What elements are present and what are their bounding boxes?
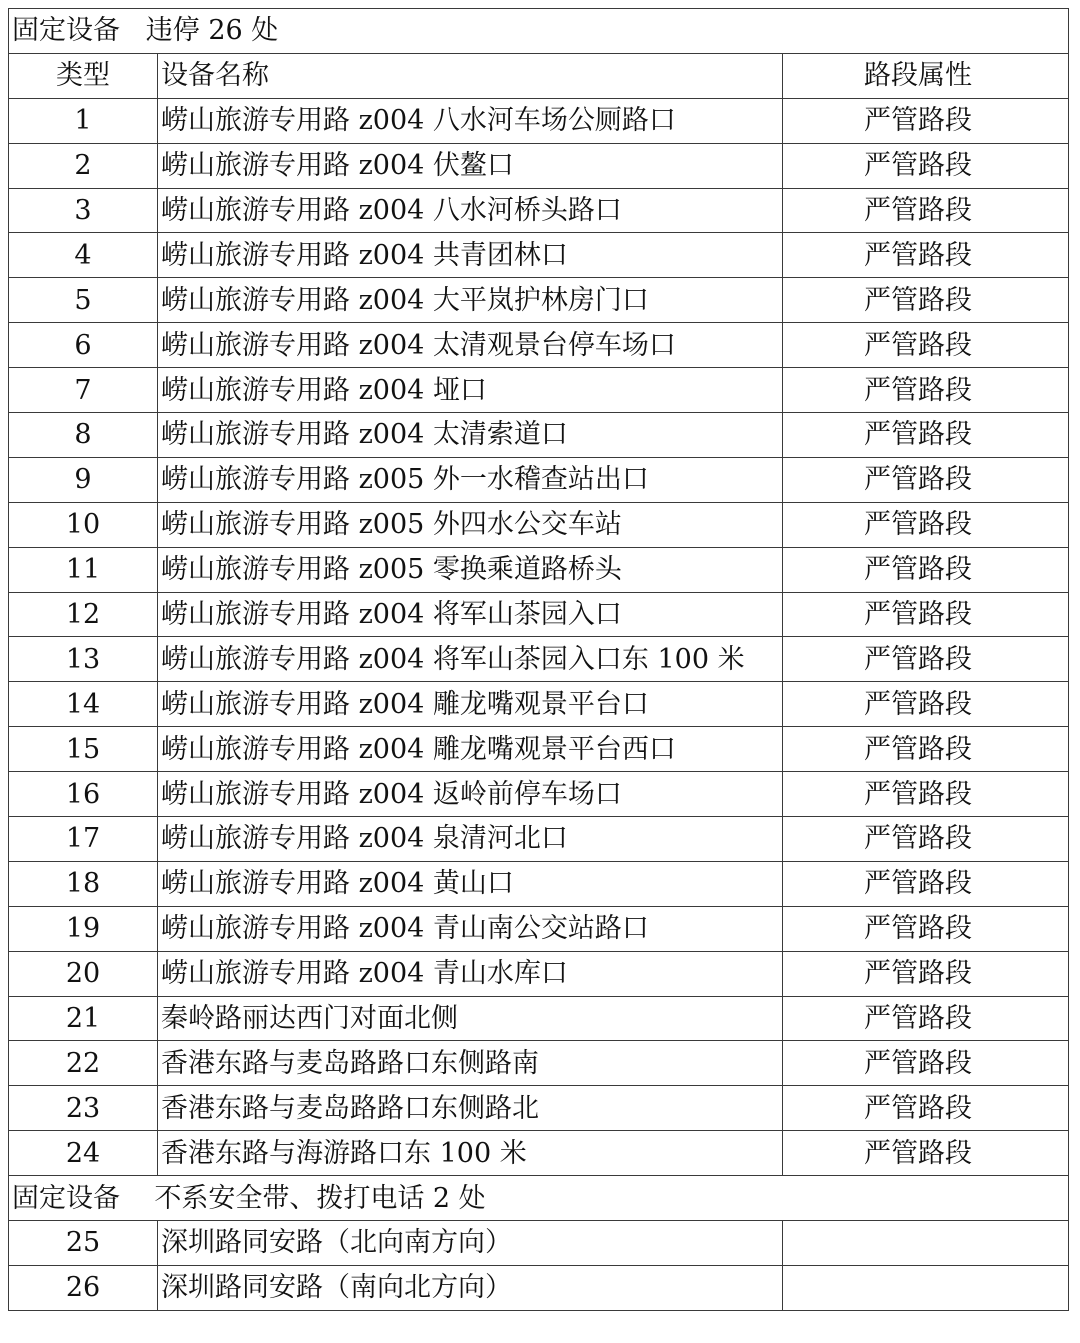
device-name: 崂山旅游专用路 z004 将军山茶园入口 — [158, 592, 783, 637]
device-name: 崂山旅游专用路 z004 泉清河北口 — [158, 817, 783, 862]
table-row — [9, 278, 1069, 323]
road-attribute — [783, 1265, 1069, 1310]
road-attribute: 严管路段 — [783, 682, 1069, 727]
table-row — [9, 817, 1069, 862]
row-number: 22 — [9, 1041, 158, 1086]
device-name: 崂山旅游专用路 z005 零换乘道路桥头 — [158, 547, 783, 592]
row-number: 3 — [9, 188, 158, 233]
road-attribute: 严管路段 — [783, 861, 1069, 906]
device-name: 深圳路同安路（北向南方向） — [158, 1221, 783, 1266]
device-name: 崂山旅游专用路 z004 将军山茶园入口东 100 米 — [158, 637, 783, 682]
row-number: 12 — [9, 592, 158, 637]
row-number: 19 — [9, 906, 158, 951]
road-attribute: 严管路段 — [783, 143, 1069, 188]
row-number: 7 — [9, 368, 158, 413]
table-row — [9, 1086, 1069, 1131]
road-attribute: 严管路段 — [783, 996, 1069, 1041]
table-row — [9, 233, 1069, 278]
row-number: 10 — [9, 502, 158, 547]
row-number: 26 — [9, 1265, 158, 1310]
device-name: 崂山旅游专用路 z004 八水河车场公厕路口 — [158, 98, 783, 143]
table-row — [9, 1221, 1069, 1266]
device-name: 崂山旅游专用路 z004 太清观景台停车场口 — [158, 323, 783, 368]
road-attribute: 严管路段 — [783, 727, 1069, 772]
table-row — [9, 457, 1069, 502]
row-number: 6 — [9, 323, 158, 368]
row-number: 1 — [9, 98, 158, 143]
device-name: 香港东路与海游路口东 100 米 — [158, 1131, 783, 1176]
road-attribute: 严管路段 — [783, 1041, 1069, 1086]
section-title: 固定设备 不系安全带、拨打电话 2 处 — [9, 1176, 1069, 1221]
road-attribute: 严管路段 — [783, 1131, 1069, 1176]
table-row — [9, 368, 1069, 413]
table-row — [9, 592, 1069, 637]
table-row — [9, 727, 1069, 772]
device-name: 崂山旅游专用路 z005 外一水稽查站出口 — [158, 457, 783, 502]
table-row — [9, 906, 1069, 951]
table-row — [9, 996, 1069, 1041]
header-road-attribute: 路段属性 — [783, 53, 1069, 98]
road-attribute: 严管路段 — [783, 951, 1069, 996]
header-device-name: 设备名称 — [158, 53, 783, 98]
device-name: 香港东路与麦岛路路口东侧路北 — [158, 1086, 783, 1131]
device-name: 崂山旅游专用路 z004 八水河桥头路口 — [158, 188, 783, 233]
table-row — [9, 143, 1069, 188]
device-name: 崂山旅游专用路 z004 返岭前停车场口 — [158, 772, 783, 817]
road-attribute: 严管路段 — [783, 98, 1069, 143]
road-attribute: 严管路段 — [783, 233, 1069, 278]
table-row — [9, 1131, 1069, 1176]
row-number: 21 — [9, 996, 158, 1041]
device-name: 崂山旅游专用路 z005 外四水公交车站 — [158, 502, 783, 547]
device-name: 崂山旅游专用路 z004 大平岚护林房门口 — [158, 278, 783, 323]
device-name: 香港东路与麦岛路路口东侧路南 — [158, 1041, 783, 1086]
row-number: 8 — [9, 413, 158, 458]
device-name: 崂山旅游专用路 z004 共青团林口 — [158, 233, 783, 278]
table-row — [9, 502, 1069, 547]
row-number: 13 — [9, 637, 158, 682]
table-row — [9, 98, 1069, 143]
section-row-seatbelt-phone — [9, 1176, 1069, 1221]
device-name: 崂山旅游专用路 z004 太清索道口 — [158, 413, 783, 458]
device-name: 秦岭路丽达西门对面北侧 — [158, 996, 783, 1041]
row-number: 14 — [9, 682, 158, 727]
section-row-violation-parking — [9, 9, 1069, 54]
device-name: 崂山旅游专用路 z004 青山南公交站路口 — [158, 906, 783, 951]
table-row — [9, 188, 1069, 233]
row-number: 17 — [9, 817, 158, 862]
row-number: 25 — [9, 1221, 158, 1266]
road-attribute: 严管路段 — [783, 413, 1069, 458]
device-name: 崂山旅游专用路 z004 伏鳌口 — [158, 143, 783, 188]
device-name: 崂山旅游专用路 z004 青山水库口 — [158, 951, 783, 996]
device-name: 崂山旅游专用路 z004 垭口 — [158, 368, 783, 413]
road-attribute: 严管路段 — [783, 502, 1069, 547]
road-attribute: 严管路段 — [783, 906, 1069, 951]
road-attribute: 严管路段 — [783, 457, 1069, 502]
row-number: 5 — [9, 278, 158, 323]
section-title: 固定设备 违停 26 处 — [9, 9, 1069, 54]
row-number: 16 — [9, 772, 158, 817]
table-row — [9, 637, 1069, 682]
device-name: 崂山旅游专用路 z004 雕龙嘴观景平台口 — [158, 682, 783, 727]
header-type: 类型 — [9, 53, 158, 98]
table-header-row — [9, 53, 1069, 98]
road-attribute: 严管路段 — [783, 1086, 1069, 1131]
row-number: 24 — [9, 1131, 158, 1176]
row-number: 11 — [9, 547, 158, 592]
row-number: 9 — [9, 457, 158, 502]
table-row — [9, 772, 1069, 817]
row-number: 15 — [9, 727, 158, 772]
row-number: 18 — [9, 861, 158, 906]
table-row — [9, 1265, 1069, 1310]
road-attribute: 严管路段 — [783, 547, 1069, 592]
road-attribute — [783, 1221, 1069, 1266]
table-row — [9, 951, 1069, 996]
device-name: 崂山旅游专用路 z004 雕龙嘴观景平台西口 — [158, 727, 783, 772]
road-attribute: 严管路段 — [783, 278, 1069, 323]
device-name: 深圳路同安路（南向北方向） — [158, 1265, 783, 1310]
table-row — [9, 861, 1069, 906]
road-attribute: 严管路段 — [783, 772, 1069, 817]
table-row — [9, 547, 1069, 592]
road-attribute: 严管路段 — [783, 817, 1069, 862]
table-row — [9, 1041, 1069, 1086]
road-attribute: 严管路段 — [783, 323, 1069, 368]
road-attribute: 严管路段 — [783, 637, 1069, 682]
table-row — [9, 323, 1069, 368]
device-table — [8, 8, 1069, 1311]
row-number: 2 — [9, 143, 158, 188]
table-row — [9, 682, 1069, 727]
row-number: 4 — [9, 233, 158, 278]
road-attribute: 严管路段 — [783, 368, 1069, 413]
road-attribute: 严管路段 — [783, 592, 1069, 637]
row-number: 23 — [9, 1086, 158, 1131]
table-row — [9, 413, 1069, 458]
row-number: 20 — [9, 951, 158, 996]
device-name: 崂山旅游专用路 z004 黄山口 — [158, 861, 783, 906]
road-attribute: 严管路段 — [783, 188, 1069, 233]
